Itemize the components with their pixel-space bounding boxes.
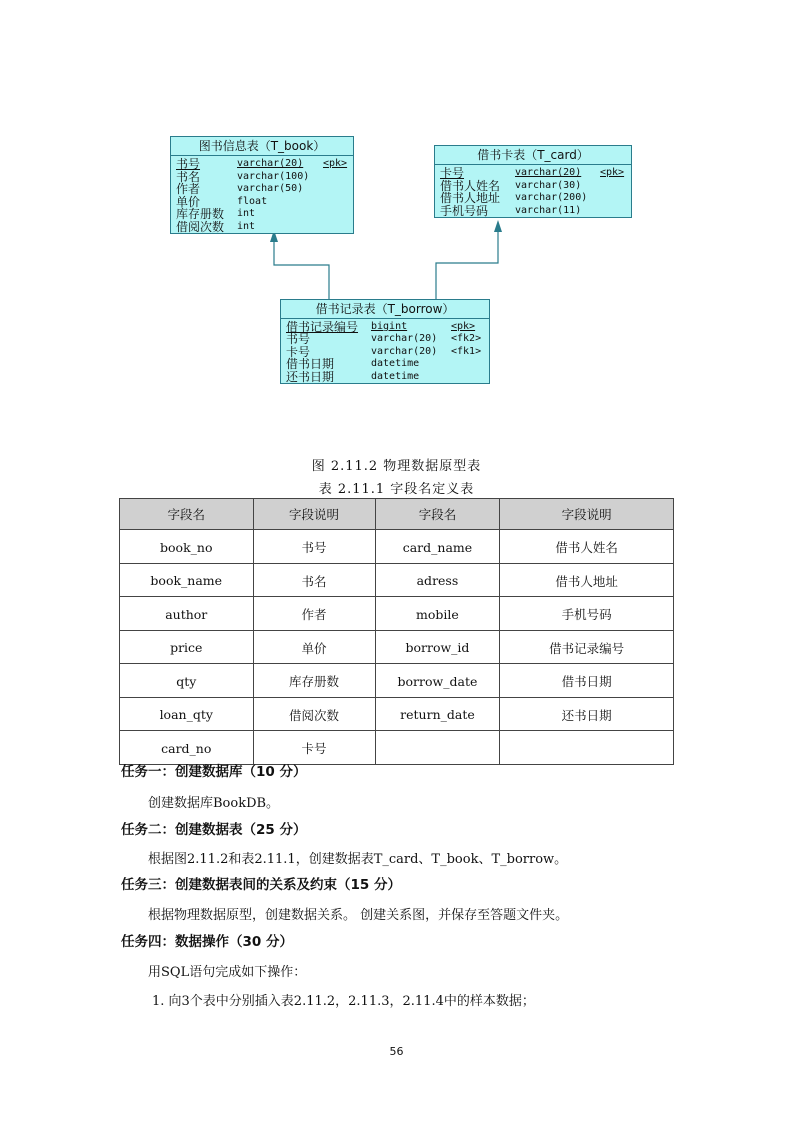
er-field-row — [435, 205, 631, 217]
er-field-name: 书号 — [176, 157, 201, 171]
er-field-name: 借书日期 — [286, 357, 335, 372]
er-field-type: datetime — [371, 358, 420, 370]
er-field-type: int — [237, 208, 256, 220]
table-cell: 书名 — [253, 563, 375, 597]
er-field-type: int — [237, 221, 256, 232]
er-field-type: varchar(50) — [237, 183, 304, 195]
er-field-name: 单价 — [176, 194, 201, 209]
er-entity-card — [434, 145, 632, 218]
table-cell: 借阅次数 — [253, 697, 375, 731]
er-field-name: 卡号 — [440, 166, 465, 180]
er-field-key: <pk> — [451, 321, 476, 332]
er-field-type: varchar(20) — [515, 167, 582, 178]
er-field-type: varchar(30) — [515, 179, 582, 191]
er-entity-title: 图书信息表（T_book） — [171, 137, 353, 156]
table-cell: 卡号 — [253, 731, 375, 765]
er-field-key: <pk> — [323, 158, 348, 169]
field-definition-table — [119, 498, 674, 765]
er-field-row — [171, 196, 353, 208]
table-row — [120, 731, 674, 765]
table-cell: 借书人姓名 — [500, 530, 674, 564]
er-field-name: 借书人姓名 — [440, 178, 501, 193]
er-field-type: float — [237, 195, 268, 207]
table-row — [120, 597, 674, 631]
er-field-type: datetime — [371, 370, 420, 382]
er-field-row — [171, 221, 353, 233]
table-cell: book_name — [120, 563, 254, 597]
table-cell: 借书日期 — [500, 664, 674, 698]
table-cell: return_date — [375, 697, 500, 731]
er-field-type: varchar(200) — [515, 192, 588, 204]
er-entity-title: 借书卡表（T_card） — [435, 146, 631, 165]
table-cell: adress — [375, 563, 500, 597]
er-entity-borrow — [280, 299, 490, 384]
table-row — [120, 630, 674, 664]
er-field-name: 还书日期 — [286, 369, 335, 384]
er-field-type: varchar(11) — [515, 204, 582, 216]
er-field-row — [281, 358, 489, 370]
table-cell: price — [120, 630, 254, 664]
list-item: 1. 向3个表中分别插入表2.11.2，2.11.3，2.11.4中的样本数据； — [152, 994, 535, 1009]
table-cell: 手机号码 — [500, 597, 674, 631]
task-1-heading: 任务一：创建数据库（10 分） — [121, 764, 307, 780]
table-cell: 单价 — [253, 630, 375, 664]
er-field-name: 作者 — [176, 182, 201, 197]
page-number: 56 — [389, 1045, 404, 1058]
figure-caption: 图 2.11.2 物理数据原型表 — [311, 459, 482, 474]
task-2-heading: 任务二：创建数据表（25 分） — [121, 822, 307, 838]
er-field-name: 手机号码 — [440, 203, 489, 218]
arrow-head-card — [494, 220, 502, 232]
table-cell: card_name — [375, 530, 500, 564]
table-cell: author — [120, 597, 254, 631]
er-field-row — [435, 192, 631, 204]
table-row — [120, 530, 674, 564]
er-field-row — [281, 333, 489, 345]
column-header: 字段名 — [375, 499, 500, 530]
table-cell: 库存册数 — [253, 664, 375, 698]
er-field-key: <pk> — [600, 167, 625, 178]
table-header-row — [120, 499, 674, 530]
table-cell: book_no — [120, 530, 254, 564]
task-2-text: 根据图2.11.2和表2.11.1，创建数据表T_card、T_book、T_borrow。 — [148, 852, 568, 867]
task-3-text: 根据物理数据原型，创建数据关系。 创建关系图，并保存至答题文件夹。 — [148, 908, 569, 923]
er-field-name: 借书人地址 — [440, 191, 501, 206]
table-cell — [375, 731, 500, 765]
table-cell: borrow_date — [375, 664, 500, 698]
column-header: 字段说明 — [500, 499, 674, 530]
er-field-name: 书号 — [286, 332, 311, 347]
table-cell: mobile — [375, 597, 500, 631]
er-field-name: 借阅次数 — [176, 220, 225, 234]
table-cell: 借书人地址 — [500, 563, 674, 597]
er-field-row — [171, 183, 353, 195]
table-cell: qty — [120, 664, 254, 698]
table-row — [120, 697, 674, 731]
er-field-key: <fk1> — [451, 345, 482, 357]
table-row — [120, 664, 674, 698]
table-cell: 还书日期 — [500, 697, 674, 731]
er-field-type: varchar(20) — [237, 158, 304, 169]
er-entity-book — [170, 136, 354, 234]
task-1-text: 创建数据库BookDB。 — [148, 796, 280, 811]
column-header: 字段说明 — [253, 499, 375, 530]
relation-line-card — [436, 228, 498, 299]
er-field-row — [435, 167, 631, 179]
relation-line-book — [274, 238, 329, 299]
task-3-heading: 任务三：创建数据表间的关系及约束（15 分） — [121, 877, 401, 893]
column-header: 字段名 — [120, 499, 254, 530]
er-field-name: 库存册数 — [176, 207, 225, 222]
er-field-name: 书名 — [176, 169, 201, 184]
er-field-row — [171, 158, 353, 170]
table-caption: 表 2.11.1 字段名定义表 — [318, 482, 475, 497]
er-field-row — [171, 171, 353, 183]
er-entity-title: 借书记录表（T_borrow） — [281, 300, 489, 319]
er-field-type: varchar(100) — [237, 170, 310, 182]
task-4-heading: 任务四：数据操作（30 分） — [121, 934, 293, 950]
er-field-row — [281, 371, 489, 383]
er-field-type: varchar(20) — [371, 333, 438, 345]
table-cell: 借书记录编号 — [500, 630, 674, 664]
er-field-key: <fk2> — [451, 333, 482, 345]
task-4-text: 用SQL语句完成如下操作： — [148, 965, 307, 980]
er-field-row — [435, 180, 631, 192]
table-cell: 书号 — [253, 530, 375, 564]
table-cell: loan_qty — [120, 697, 254, 731]
table-cell: card_no — [120, 731, 254, 765]
table-row — [120, 563, 674, 597]
er-field-row — [171, 208, 353, 220]
er-field-name: 借书记录编号 — [286, 320, 359, 334]
table-cell — [500, 731, 674, 765]
table-cell: borrow_id — [375, 630, 500, 664]
er-field-type: varchar(20) — [371, 345, 438, 357]
er-field-type: bigint — [371, 321, 408, 332]
er-field-name: 卡号 — [286, 344, 311, 359]
table-cell: 作者 — [253, 597, 375, 631]
er-field-row — [281, 346, 489, 358]
er-field-row — [281, 321, 489, 333]
